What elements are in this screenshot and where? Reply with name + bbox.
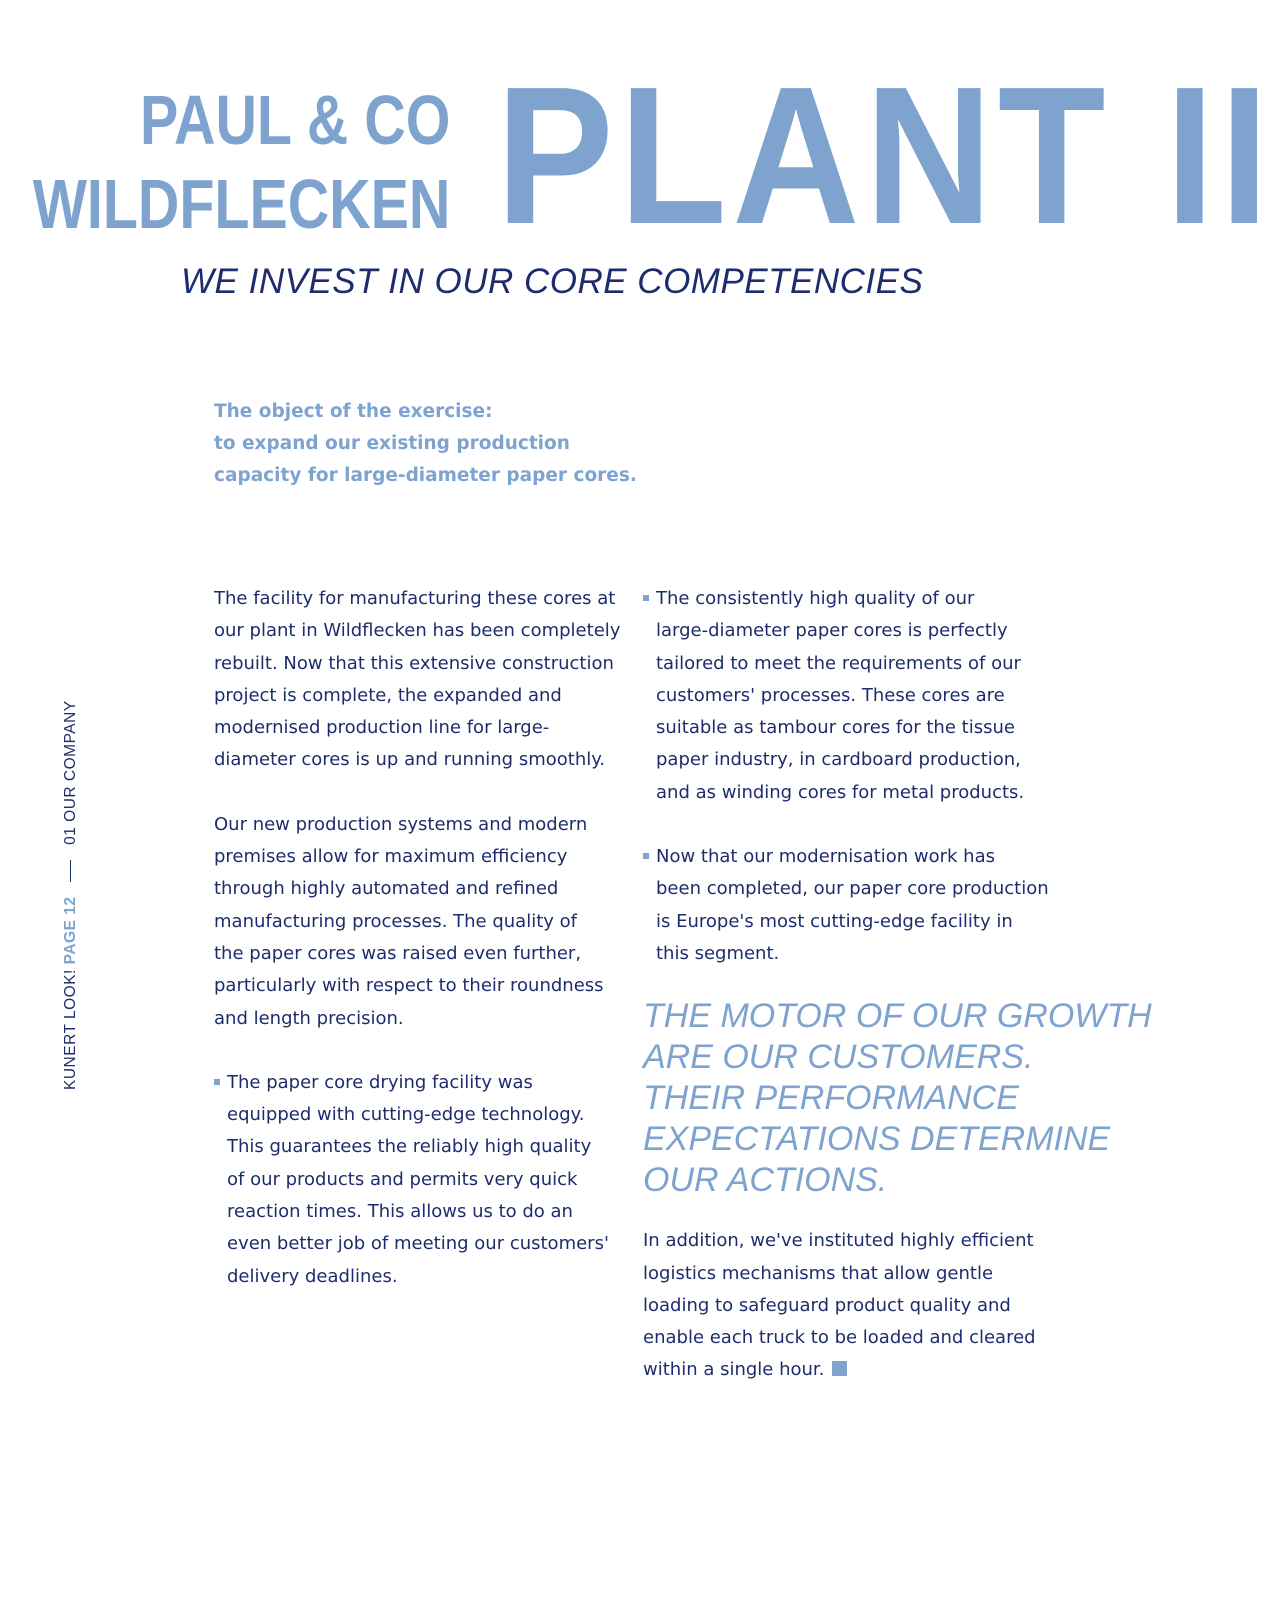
text-line: suitable as tambour cores for the tissue bbox=[656, 717, 1015, 739]
text-line: paper industry, in cardboard production, bbox=[656, 749, 1021, 771]
text-line: is Europe's most cutting-edge facility in bbox=[656, 910, 1013, 932]
text-line: this segment. bbox=[656, 942, 780, 964]
text-line: The consistently high quality of our bbox=[656, 588, 975, 609]
bullet-square-icon bbox=[643, 595, 649, 601]
end-square-icon bbox=[832, 1361, 847, 1376]
text-line: premises allow for maximum efficiency bbox=[214, 846, 568, 868]
text-line: The paper core drying facility was bbox=[227, 1071, 533, 1093]
text-line: and length precision. bbox=[214, 1007, 404, 1029]
text-line: manufacturing processes. The quality of bbox=[214, 910, 577, 932]
text-line: In addition, we've instituted highly efficient bbox=[643, 1230, 1034, 1252]
text-line: Our new production systems and modern bbox=[214, 813, 588, 835]
text-line: The facility for manufacturing these cores at bbox=[214, 588, 616, 609]
intro-line: The object of the exercise: bbox=[214, 401, 493, 422]
quote-line: EXPECTATIONS DETERMINE bbox=[643, 1120, 1111, 1159]
bullet-square-icon bbox=[643, 853, 649, 859]
quote-line: THEIR PERFORMANCE bbox=[643, 1079, 1019, 1118]
text-line: within a single hour. bbox=[643, 1359, 825, 1381]
quote-line: ARE OUR CUSTOMERS. bbox=[643, 1038, 1034, 1077]
closing-paragraph bbox=[643, 1225, 1083, 1386]
side-running-head bbox=[62, 700, 80, 1090]
text-line: project is complete, the expanded and bbox=[214, 684, 562, 706]
plant-title: PLANT II bbox=[496, 46, 1274, 265]
page-number: PAGE 12 bbox=[62, 896, 79, 965]
intro-statement bbox=[214, 396, 637, 492]
section-name: 01 OUR COMPANY bbox=[62, 700, 79, 845]
text-line: tailored to meet the requirements of our bbox=[656, 652, 1021, 674]
text-line: diameter cores is up and running smoothly. bbox=[214, 749, 606, 771]
company-name bbox=[32, 78, 450, 246]
intro-line: capacity for large-diameter paper cores. bbox=[214, 465, 637, 486]
text-line: and as winding cores for metal products. bbox=[656, 781, 1025, 803]
text-line: the paper cores was raised even further, bbox=[214, 942, 582, 964]
text-line: our plant in Wildflecken has been completely bbox=[214, 620, 621, 642]
bullet-item bbox=[214, 1067, 614, 1293]
text-line: modernised production line for large- bbox=[214, 717, 550, 739]
quote-line: THE MOTOR OF OUR GROWTH bbox=[643, 997, 1152, 1036]
header bbox=[0, 46, 1274, 265]
text-line: been completed, our paper core production bbox=[656, 878, 1049, 900]
text-line: rebuilt. Now that this extensive construction bbox=[214, 652, 614, 674]
text-line: Now that our modernisation work has bbox=[656, 846, 995, 868]
text-line: customers' processes. These cores are bbox=[656, 684, 1005, 706]
text-line: logistics mechanisms that allow gentle bbox=[643, 1262, 994, 1284]
publication-name: KUNERT LOOK! bbox=[62, 969, 79, 1090]
text-line: even better job of meeting our customers' bbox=[227, 1233, 609, 1255]
right-column bbox=[643, 583, 1152, 1419]
pull-quote bbox=[643, 996, 1152, 1201]
intro-line: to expand our existing production bbox=[214, 433, 570, 454]
bullet-item bbox=[643, 583, 1083, 809]
company-line-2: WILDFLECKEN bbox=[32, 165, 450, 243]
page-subtitle: WE INVEST IN OUR CORE COMPETENCIES bbox=[181, 262, 924, 301]
text-line: This guarantees the reliably high quality bbox=[227, 1136, 592, 1158]
text-line: enable each truck to be loaded and cleared bbox=[643, 1327, 1036, 1349]
text-line: particularly with respect to their roundness bbox=[214, 975, 604, 997]
paragraph bbox=[214, 809, 614, 1035]
text-line: large-diameter paper cores is perfectly bbox=[656, 620, 1008, 642]
bullet-square-icon bbox=[214, 1079, 220, 1085]
left-column bbox=[214, 583, 621, 1325]
text-line: equipped with cutting-edge technology. bbox=[227, 1104, 585, 1126]
text-line: delivery deadlines. bbox=[227, 1265, 398, 1287]
text-line: through highly automated and refined bbox=[214, 878, 559, 900]
text-line: loading to safeguard product quality and bbox=[643, 1294, 1011, 1316]
text-line: reaction times. This allows us to do an bbox=[227, 1201, 573, 1223]
paragraph bbox=[214, 583, 621, 777]
bullet-item bbox=[643, 841, 1083, 970]
quote-line: OUR ACTIONS. bbox=[643, 1161, 888, 1200]
divider bbox=[70, 860, 71, 882]
company-line-1: PAUL & CO bbox=[139, 81, 450, 159]
text-line: of our products and permits very quick bbox=[227, 1168, 578, 1190]
